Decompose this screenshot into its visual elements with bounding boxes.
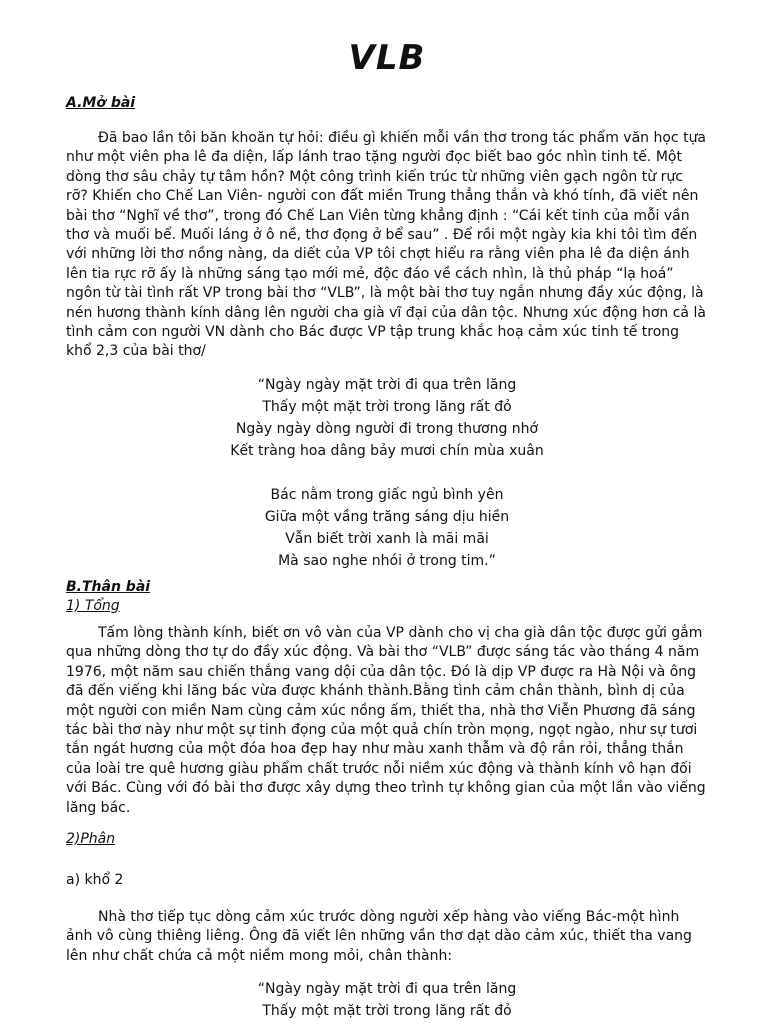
poem-line: Vẫn biết trời xanh là mãi mãi <box>285 530 489 547</box>
document-title: VLB <box>348 38 426 78</box>
section-a-heading: A.Mở bài <box>66 95 136 111</box>
poem-line: Thấy một mặt trời trong lăng rất đỏ <box>262 1003 512 1020</box>
body-paragraph-2: Nhà thơ tiếp tục dòng cảm xúc trước dòng người xếp hàng vào viếng Bác-một hình ảnh vô cùng thiêng liêng. Ông đã viết lên những vần thơ dạt dào cảm xúc, thiết tha vang lên như chất chứa cả một niềm mong mỏi, chân thành: <box>66 908 692 964</box>
poem-line: Thấy một mặt trời trong lăng rất đỏ <box>262 398 512 415</box>
poem-stanza-3 <box>66 978 708 1022</box>
poem-line: Bác nằm trong giấc ngủ bình yên <box>270 486 504 503</box>
section-b-heading: B.Thân bài <box>66 578 151 595</box>
poem-line: Ngày ngày dòng người đi trong thương nhớ <box>235 420 539 437</box>
body-paragraph-1: Tấm lòng thành kính, biết ơn vô vàn của VP dành cho vị cha già dân tộc được gửi gắm qua những dòng thơ tự do đầy xúc động. Và bài thơ “VLB” được sáng tác vào tháng 4 năm 1976, một năm sau chiến thắng vang dội của dân tộc. Đó là dịp VP được ra Hà Nội và ông đã đến viếng khi lăng bác vừa được khánh thành.Bằng tình cảm chân thành, bình dị của một người con miền Nam cùng cảm xúc nồng ấm, thiết tha, nhà thơ Viễn Phương đã sáng tác bài thơ này như một sự tinh đọng của một quả chín tròn mọng, ngọt ngào, như sự tươi tắn ngát hương của một đóa hoa đẹp hay như màu xanh thẫm và độ rắn rỏi, thẳng thắn của loài tre quê hương giàu phẩm chất trước nỗi niềm xúc động và thành kính vô hạn đối với Bác. Cùng với đó bài thơ được xây dựng theo trình tự không gian của một lần vào viếng lăng bác. <box>66 624 706 816</box>
poem-line: “Ngày ngày mặt trời đi qua trên lăng <box>257 376 517 393</box>
poem-line: Giữa một vầng trăng sáng dịu hiền <box>264 508 510 525</box>
section-b-sub2: 2)Phân <box>66 830 116 847</box>
section-b-sub1: 1) Tổng <box>66 597 120 614</box>
poem-stanza-2 <box>66 484 708 572</box>
intro-paragraph: Đã bao lần tôi băn khoăn tự hỏi: điều gì khiến mỗi vần thơ trong tác phẩm văn học tựa như một viên pha lê đa diện, lấp lánh trao tặng người đọc biết bao góc nhìn tinh tế. Một dòng thơ sâu chảy tự tâm hồn? Một công trình kiến trúc từ những viên gạch ngôn từ rực rỡ? Khiến cho Chế Lan Viên- người con đất miền Trung thẳng thắn và khó tính, đã viết nên bài thơ “Nghĩ về thơ”, trong đó Chế Lan Viên từng khẳng định : “Cái kết tinh của mỗi vần thơ và muối bể. Muối láng ở ô nề, thơ đọng ở bể sau” . Để rồi một ngày kia khi tôi tìm đến với những lời thơ nồng nàng, da diết của VP tôi chợt hiểu ra rằng viên pha lê đa diện ánh lên tia rực rỡ ấy là những sáng tạo mới mẻ, độc đáo về cách nhìn, là thủ pháp “lạ hoá” ngôn từ tài tình rất VP trong bài thơ “VLB”, là một bài thơ tuy ngắn nhưng đầy xúc động, là nén hương thành kính dâng lên người cha già vĩ đại của dân tộc. Nhưng xúc động hơn cả là tình cảm con người VN dành cho Bác được VP tập trung khắc hoạ cảm xúc tinh tế trong khổ 2,3 của bài thơ/ <box>66 130 707 360</box>
poem-line: Kết tràng hoa dâng bảy mươi chín mùa xuân <box>230 442 544 459</box>
poem-stanza-1 <box>66 374 708 462</box>
poem-line: Mà sao nghe nhói ở trong tim.” <box>278 552 496 569</box>
poem-line: “Ngày ngày mặt trời đi qua trên lăng <box>257 981 517 998</box>
section-b-sub2a: a) khổ 2 <box>66 871 124 888</box>
